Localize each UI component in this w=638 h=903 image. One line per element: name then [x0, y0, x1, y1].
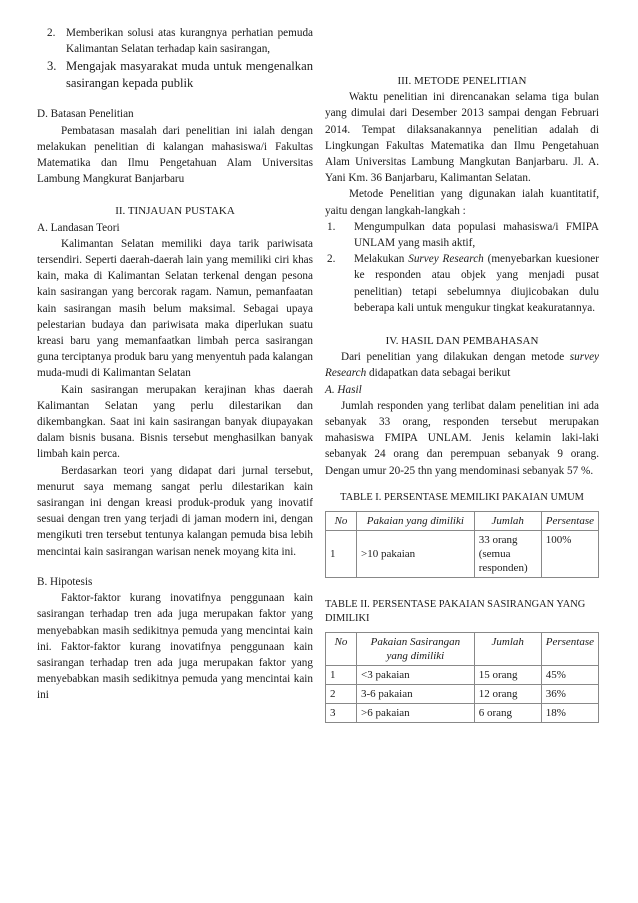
- text-run-italic: survey Research: [325, 351, 599, 380]
- left-column: [37, 0, 313, 704]
- section-heading: IV. HASIL DAN PEMBAHASAN: [385, 335, 539, 348]
- table-cell: 1: [326, 530, 357, 577]
- section-heading: B. Hipotesis: [37, 575, 93, 588]
- table-cell: 1: [326, 665, 357, 684]
- table-cell: 36%: [541, 684, 598, 703]
- table-header: Jumlah: [474, 511, 541, 530]
- table-header-row: [326, 511, 599, 530]
- table-row: [326, 684, 599, 703]
- paragraph: Pembatasan masalah dari penelitian ini ialah dengan melakukan penelitian di kalangan mahasiswa/i Fakultas Matematika dan Ilmu Pengetahuan Alam Universitas Lambung Mangkurat Banjarbaru: [37, 124, 313, 186]
- table-cell: 3: [326, 703, 357, 722]
- table-cell: 18%: [541, 703, 598, 722]
- table-header: No: [326, 632, 357, 665]
- section-heading: III. METODE PENELITIAN: [397, 75, 527, 87]
- objective-item: [37, 58, 313, 92]
- table-header: Pakaian Sasirangan yang dimiliki: [357, 632, 475, 665]
- text-run: didapatkan data sebagai berikut: [366, 367, 511, 380]
- table-header: Pakaian yang dimiliki: [357, 511, 475, 530]
- section-heading: A. Landasan Teori: [37, 221, 120, 234]
- paragraph: Waktu penelitian ini direncanakan selama tiga bulan yang dimulai dari Desember 2013 sampai dengan Februari 2014. Tempat dilaksanakannya penelitian adalah di Lingkungan Fakultas Matematika dan Ilmu Pengetahuan Alam Universitas Lambung Mangkutan Banjarbaru. Jl. A. Yani Km. 36 Banjarbaru, Kalimantan Selatan.: [325, 91, 599, 185]
- list-text: (menyebarkan kuesioner ke responden atau objek yang menjadi pusat penelitian) tetapi sebelumnya diujicobakan dulu beberapa kali untuk mengukur tingkat keakuratannya.: [354, 253, 599, 314]
- list-number: 2.: [47, 27, 56, 39]
- table-cell: 100%: [541, 530, 598, 577]
- paragraph: Kain sasirangan merupakan kerajinan khas daerah Kalimantan Selatan yang perlu dilestarikan dan dikembangkan. Saat ini kain sasirangan banyak diupayakan dalam bisnis busana. Bisnis tersebut menghasilkan banyak limbah kain perca.: [37, 383, 313, 461]
- table-cell: >6 pakaian: [357, 703, 475, 722]
- section-heading: II. TINJAUAN PUSTAKA: [115, 205, 235, 218]
- table-cell: <3 pakaian: [357, 665, 475, 684]
- list-text: Memberikan solusi atas kurangnya perhatian pemuda Kalimantan Selatan terhadap kain sasirangan,: [66, 27, 313, 56]
- list-number: 1.: [327, 220, 336, 233]
- table-cell: 12 orang: [474, 684, 541, 703]
- table-row: [326, 703, 599, 722]
- list-text: Mengumpulkan data populasi mahasiswa/i FMIPA UNLAM yang masih aktif,: [354, 220, 599, 250]
- list-number: 2.: [327, 253, 336, 266]
- table-cell: 45%: [541, 665, 598, 684]
- text-run: Dari penelitian yang dilakukan dengan metode: [341, 351, 570, 364]
- paragraph: Metode Penelitian yang digunakan ialah kuantitatif, yaitu dengan langkah-langkah :: [325, 188, 599, 217]
- paragraph: Berdasarkan teori yang didapat dari jurnal tersebut, menurut saya memang sangat perlu dilestarikan kain sasirangan ini dengan kreasi produk-produk yang inovatif sesuai dengan tren yang terjadi di jaman modern ini, dengan mengikuti tren tersebut tentunya kalangan pemuda bisa lebih mencintai kain sasirangan warisan nenek moyang kita ini.: [37, 464, 313, 558]
- table-cell: 6 orang: [474, 703, 541, 722]
- section-heading: D. Batasan Penelitian: [37, 108, 134, 121]
- method-step: [325, 251, 599, 316]
- table-header: Persentase: [541, 632, 598, 665]
- table-header: Persentase: [541, 511, 598, 530]
- table-cell: 2: [326, 684, 357, 703]
- table-row: [326, 530, 599, 577]
- list-text-italic: Survey Research: [408, 253, 484, 266]
- table-cell: 3-6 pakaian: [357, 684, 475, 703]
- list-text: Melakukan: [354, 253, 409, 266]
- table-cell: 15 orang: [474, 665, 541, 684]
- paragraph: Jumlah responden yang terlibat dalam penelitian ini ada sebanyak 33 orang, responden tersebut merupakan mahasiswa FMIPA UNLAM. Jenis kelamin laki-laki sebanyak 24 orang dan perempuan sebanyak 9 orang. Dengan umur 20-25 thn yang mendominasi sebanyak 57 %.: [325, 399, 599, 477]
- paragraph: Faktor-faktor kurang inovatifnya penggunaan kain sasirangan terhadap tren ada juga merupakan faktor yang menyebabkan masih sedikitnya pemuda yang mencintai kain ini. Faktor-faktor kurang inovatifnya penggunaan kain sasirangan terhadap tren ada juga merupakan faktor yang menyebabkan masih sedikitnya pemuda yang mencintai kain ini: [37, 592, 313, 702]
- objective-item: [37, 25, 313, 57]
- list-number: 3.: [47, 59, 57, 74]
- table-header: Jumlah: [474, 632, 541, 665]
- table-header-row: [326, 632, 599, 665]
- table-cell: 33 orang (semua responden): [474, 530, 541, 577]
- table-sasirangan-owned: [325, 632, 599, 723]
- list-text: Mengajak masyarakat muda untuk mengenalkan sasirangan kepada publik: [66, 59, 313, 91]
- right-column: [325, 0, 599, 723]
- table-row: [326, 665, 599, 684]
- table-caption: TABLE I. PERSENTASE MEMILIKI PAKAIAN UMUM: [340, 491, 584, 503]
- paragraph: Kalimantan Selatan memiliki daya tarik pariwisata tersendiri. Seperti daerah-daerah lain yang memiliki ciri khas kain, maka di Kalimantan Selatan terkenal dengan pesona kain sasirangan yang bercorak ragam. Namun, pemanfaatan kain sasirangan masih belum maksimal. Sebagai upaya pelestarian budaya dan pariwisata maka diperlukan suatu kreasi baru yang memanfaatkan limbah perca sasirangan guna terciptanya produk baru yang menyentuh pada kalangan muda-mudi di Kalimantan Selatan: [37, 237, 313, 380]
- method-step: [325, 219, 599, 251]
- section-heading: A. Hasil: [325, 383, 362, 396]
- table-header: No: [326, 511, 357, 530]
- table-cell: >10 pakaian: [357, 530, 475, 577]
- table-caption: TABLE II. PERSENTASE PAKAIAN SASIRANGAN YANG DIMILIKI: [325, 598, 586, 624]
- table-clothing-general: [325, 511, 599, 578]
- paragraph: [325, 349, 599, 381]
